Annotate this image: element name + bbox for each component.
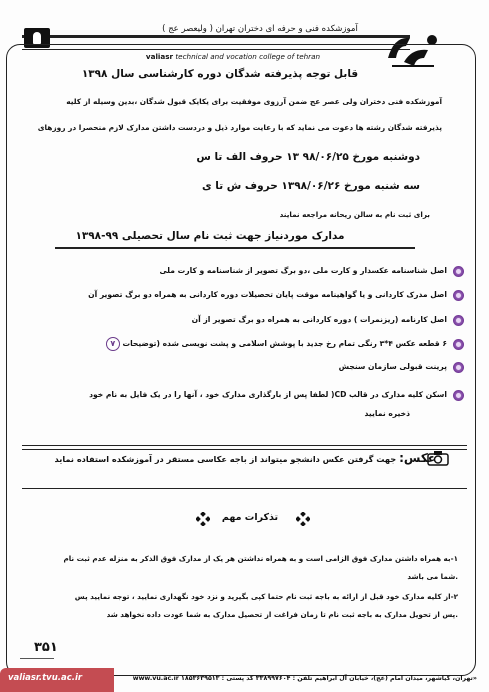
bullet-icon bbox=[453, 315, 464, 326]
note-2-line-1: ۲-از کلیه مدارک خود قبل از ارائه به باجه ثبت نام حتما کپی بگیرید و نزد خود نگهداری نمایید ، توجه نمایید پس bbox=[74, 592, 458, 601]
section-divider bbox=[22, 445, 467, 450]
bullet-icon bbox=[453, 339, 464, 350]
bullet-icon bbox=[453, 362, 464, 373]
flourish-icon bbox=[196, 512, 210, 526]
salon-note: برای ثبت نام به سالن ریحانه مراجعه نمایند bbox=[279, 210, 430, 219]
bullet-icon bbox=[453, 266, 464, 277]
note-2-line-2: .پس از تحویل مدارک به باجه ثبت نام تا زمان فراغت از تحصیل مدارک به شما عودت داده نخواهد شد bbox=[106, 610, 458, 619]
bullet-icon bbox=[453, 390, 464, 401]
page-title: قابل توجه پذیرفته شدگان دوره کارشناسی سال ۱۳۹۸ bbox=[81, 68, 359, 80]
header-college-en: valiasr technical and vocation college of tehran bbox=[145, 52, 321, 61]
list-item: اصل مدرک کاردانی و یا گواهینامه موقت پایان تحصیلات دوره کاردانی به همراه دو برگ تصویر آن bbox=[24, 289, 464, 301]
intro-line-2: پذیرفته شدگان رشته ها دعوت می نماید که با رعایت موارد ذیل و دردست داشتن مدارک لازم منحصرا در روزهای bbox=[37, 123, 442, 132]
date-line-1: دوشنبه مورخ ۹۸/۰۶/۲۵ ۱۳ حروف الف تا س bbox=[196, 151, 420, 163]
notes-heading: تذکرات مهم bbox=[221, 512, 279, 523]
signature-mark bbox=[20, 658, 54, 659]
docs-title: مدارک موردنیاز جهت ثبت نام سال تحصیلی ۹۹-۱۳۹۸ bbox=[75, 230, 345, 242]
header-rule-thick bbox=[22, 35, 410, 38]
note-1-line-1: ۱-به همراه داشتن مدارک فوق الزامی است و به همراه نداشتن هر یک از مدارک فوق الذکر به منزله عدم ثبت نام bbox=[63, 554, 458, 563]
photo-note: عکس: جهت گرفتن عکس دانشجو میتواند از باجه عکاسی مستقر در آموزشکده استفاده نماید bbox=[54, 451, 436, 465]
bullet-icon bbox=[453, 290, 464, 301]
list-item: اسکن کلیه مدارک در قالب CD( لطفا پس از بارگذاری مدارک خود ، آنها را در یک فایل به نام خود bbox=[24, 389, 464, 401]
footer-url[interactable]: valiasr.tvu.ac.ir bbox=[8, 673, 83, 683]
list-item-continuation: ذخیره نمایید bbox=[364, 409, 410, 418]
list-item: اصل شناسنامه عکسدار و کارت ملی ،دو برگ تصویر از شناسنامه و کارت ملی bbox=[24, 265, 464, 277]
date-line-2: سه شنبه مورخ ۱۳۹۸/۰۶/۲۶ حروف ش تا ی bbox=[201, 180, 420, 192]
list-item: ۶ قطعه عکس ۴*۳ رنگی تمام رخ جدید با پوشش اسلامی و پشت نویسی شده (توضیحات ۷ bbox=[24, 337, 464, 351]
intro-line-1: آموزشکده فنی دختران ولی عصر عج ضمن آرزوی موفقیت برای یکایک قبول شدگان ،بدین وسیله از کلیه bbox=[66, 97, 442, 106]
list-item: پرینت قبولی سازمان سنجش bbox=[24, 361, 464, 373]
header-college-fa: آموزشکده فنی و حرفه ای دختران تهران ( ولیعصر عج ) bbox=[162, 24, 358, 34]
circled-number: ۷ bbox=[106, 337, 120, 351]
page-number: ۳۵۱ bbox=[34, 640, 58, 655]
docs-title-underline bbox=[55, 247, 415, 249]
footer-address: «تهران، کیاشهر، میدان امام (عج)، خیابان آل ابراهیم تلفن : ۳۳۸۹۹۷۶۰۴ کد پستی : ۱۸۵۳۶۳۹۵۱۳ www.vu.ac.ir bbox=[132, 675, 477, 682]
photo-note-rule bbox=[22, 488, 467, 489]
note-1-line-2: .شما می باشد bbox=[407, 572, 458, 581]
list-item: اصل کارنامه (ریزنمرات ) دوره کاردانی به همراه دو برگ تصویر از آن bbox=[24, 314, 464, 326]
